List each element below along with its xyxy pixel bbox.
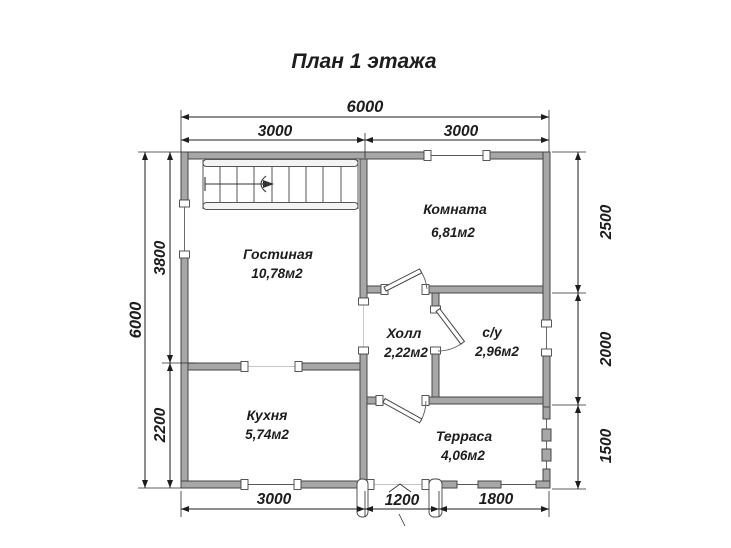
dim-right-lower: 1500 xyxy=(598,428,615,464)
room-bedroom-area: 6,81м2 xyxy=(431,225,475,240)
dim-bottom-middle: 1200 xyxy=(384,492,420,509)
stairs xyxy=(203,160,358,210)
dim-right-upper: 2500 xyxy=(598,204,615,240)
dim-left-lower: 2200 xyxy=(152,407,169,443)
dim-bottom-right: 1800 xyxy=(478,491,514,508)
room-living-name: Гостиная xyxy=(243,246,313,262)
dim-left-upper: 3800 xyxy=(152,240,169,276)
room-kitchen-area: 5,74м2 xyxy=(245,427,289,442)
dim-top-right: 3000 xyxy=(443,123,479,140)
dim-top-left: 3000 xyxy=(257,123,293,140)
stairs-direction-arrow xyxy=(205,176,274,192)
room-bedroom-name: Комната xyxy=(423,201,487,217)
dim-left-total: 6000 xyxy=(127,301,145,339)
room-kitchen-name: Кухня xyxy=(246,407,288,423)
room-labels xyxy=(243,201,519,463)
dim-bottom-left: 3000 xyxy=(256,491,292,508)
door-wc xyxy=(436,309,464,351)
room-wc-name: с/у xyxy=(482,324,502,340)
dim-top-total: 6000 xyxy=(346,98,384,116)
entrance-arrow xyxy=(389,484,411,492)
room-terrace-area: 4,06м2 xyxy=(441,448,485,463)
dimension-labels xyxy=(127,98,615,509)
room-wc-area: 2,96м2 xyxy=(475,344,519,359)
room-hall-name: Холл xyxy=(386,325,422,341)
room-hall-area: 2,22м2 xyxy=(384,345,428,360)
door-terrace xyxy=(383,399,426,423)
room-terrace-name: Терраса xyxy=(435,428,493,444)
plan-title: План 1 этажа xyxy=(291,50,437,73)
room-living-area: 10,78м2 xyxy=(251,266,303,281)
dim-right-middle: 2000 xyxy=(598,331,615,367)
door-bedroom xyxy=(384,269,427,291)
